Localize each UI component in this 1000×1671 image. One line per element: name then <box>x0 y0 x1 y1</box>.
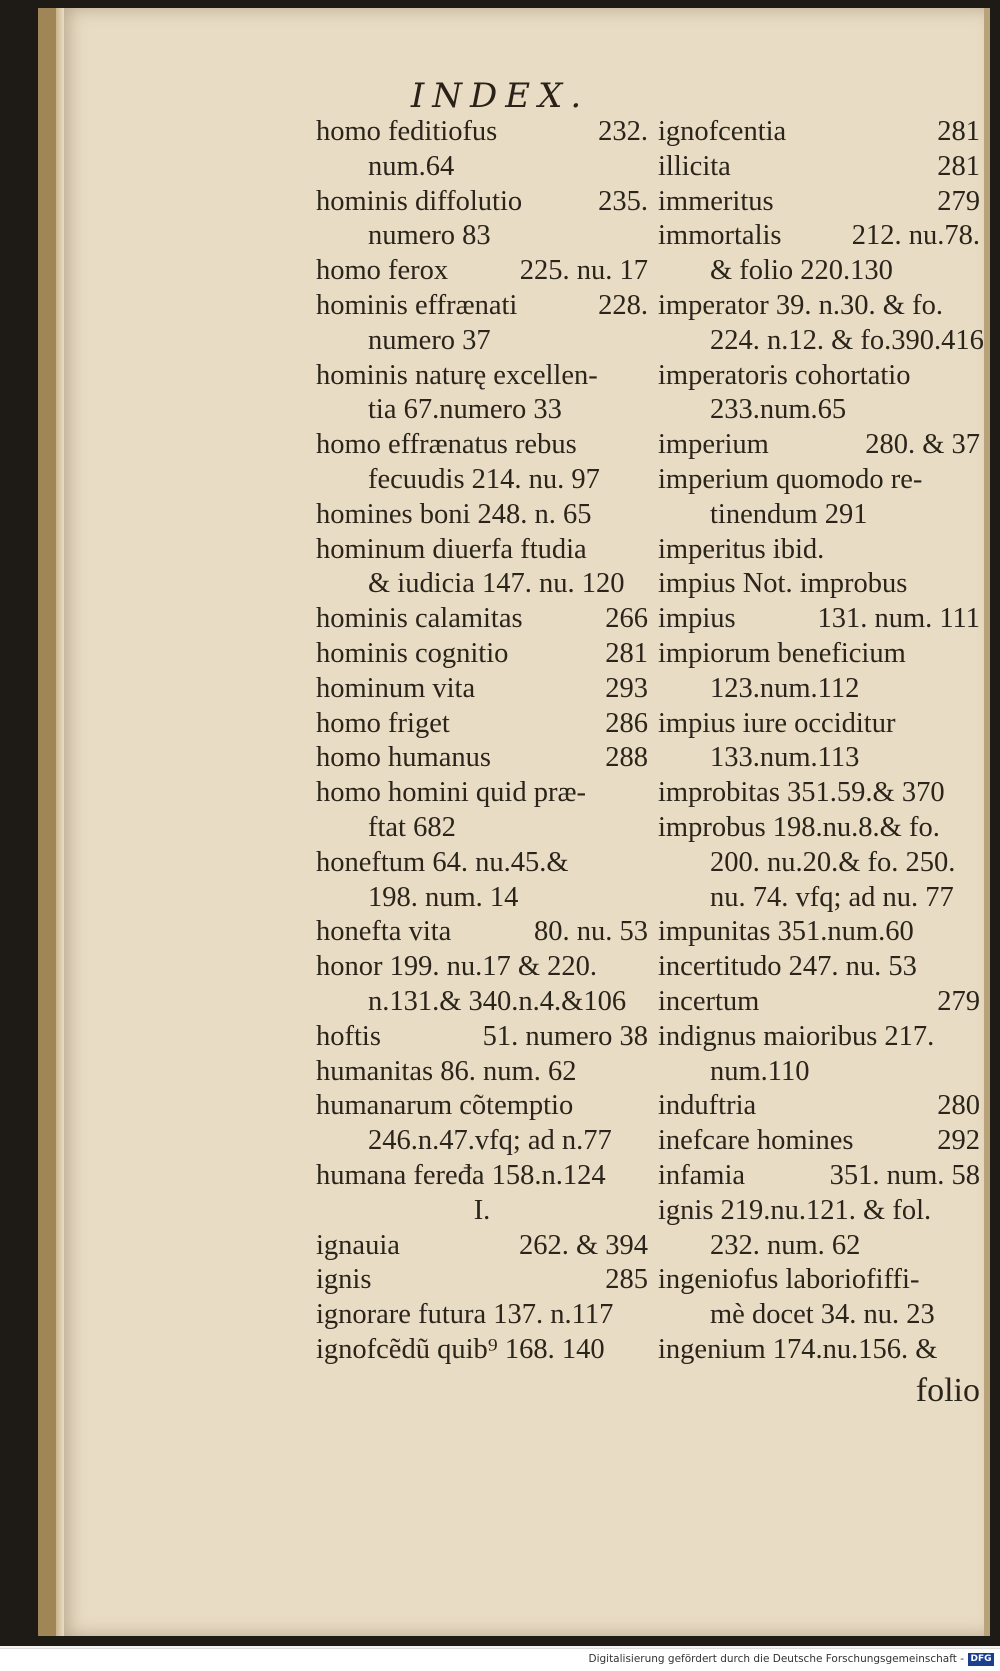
index-entry <box>658 1159 980 1194</box>
index-entry: 224. n.12. & fo.390.416 <box>710 324 984 356</box>
dfg-logo: DFG <box>968 1653 994 1666</box>
entry-term: induftria <box>658 1090 757 1122</box>
index-entry: tinendum 291 <box>710 498 868 530</box>
index-entry: improbitas 351.59.& 370 <box>658 777 945 809</box>
entry-term: immortalis <box>658 220 782 252</box>
index-entry <box>316 741 648 776</box>
index-entry: ignofcẽdũ quib⁹ 168. 140 <box>316 1333 605 1365</box>
index-entry: 123.num.112 <box>710 672 860 704</box>
index-entry: hominis naturę excellen- <box>316 359 598 391</box>
entry-reference: 212. nu.78. <box>851 220 980 252</box>
entry-term: homo ferox <box>316 255 449 287</box>
index-entry <box>658 1124 980 1159</box>
index-entry: 200. nu.20.& fo. 250. <box>710 846 956 878</box>
entry-reference: 228. <box>598 289 648 321</box>
index-column-right <box>658 115 984 1368</box>
running-head: INDEX. <box>410 76 590 116</box>
entry-reference: 225. nu. 17 <box>519 255 648 287</box>
index-entry: ignis 219.nu.121. & fol. <box>658 1194 932 1226</box>
entry-term: homo friget <box>316 707 450 739</box>
entry-reference: 288 <box>605 742 648 774</box>
index-entry: hominum diuerfa ftudia <box>316 533 587 565</box>
index-entry: impius Not. improbus <box>658 568 908 600</box>
index-entry: fecuudis 214. nu. 97 <box>368 463 600 495</box>
index-entry <box>316 1229 648 1264</box>
index-entry: incertitudo 247. nu. 53 <box>658 951 917 983</box>
entry-term: hominum vita <box>316 672 476 704</box>
entry-term: ignauia <box>316 1229 400 1261</box>
entry-term: hominis calamitas <box>316 603 523 635</box>
catchword-wrap <box>658 1368 980 1410</box>
index-entry: impius iure occiditur <box>658 707 896 739</box>
index-entry <box>658 185 980 220</box>
footer-credit: Digitalisierung gefördert durch die Deutsche Forschungsgemeinschaft - <box>588 1653 964 1665</box>
entry-term: immeritus <box>658 185 774 217</box>
index-entry <box>658 985 980 1020</box>
index-entry <box>316 707 648 742</box>
index-entry: humana feređa 158.n.124 <box>316 1159 606 1191</box>
index-entry: imperator 39. n.30. & fo. <box>658 289 943 321</box>
entry-term: ignis <box>316 1264 372 1296</box>
entry-reference: 281 <box>937 116 980 147</box>
index-entry: 198. num. 14 <box>368 881 519 913</box>
index-entry: 133.num.113 <box>710 742 860 774</box>
index-entry <box>658 428 980 463</box>
index-entry: honeftum 64. nu.45.& <box>316 846 569 878</box>
entry-reference: 286 <box>605 707 648 739</box>
index-entry: nu. 74. vfq; ad nu. 77 <box>710 881 954 913</box>
entry-reference: 232. <box>598 116 648 147</box>
index-entry: num.64 <box>368 150 455 182</box>
entry-reference: 280. & 37 <box>865 429 980 461</box>
footer-bar <box>0 1648 1000 1671</box>
index-entry <box>316 1263 648 1298</box>
catchword: folio <box>915 1372 980 1409</box>
entry-term: hominis cognitio <box>316 637 509 669</box>
index-entry: numero 37 <box>368 324 491 356</box>
index-entry: tia 67.numero 33 <box>368 394 562 426</box>
entry-reference: 281 <box>937 150 980 182</box>
index-entry: ftat 682 <box>368 811 456 843</box>
index-entry <box>658 219 980 254</box>
index-entry: ignorare futura 137. n.117 <box>316 1299 614 1331</box>
entry-term: illicita <box>658 150 731 182</box>
index-entry <box>316 915 648 950</box>
entry-reference: 266 <box>605 603 648 635</box>
entry-reference: 235. <box>598 185 648 217</box>
entry-term: hominis effrænati <box>316 289 518 321</box>
index-entry <box>316 1020 648 1055</box>
entry-term: hominis diffolutio <box>316 185 523 217</box>
entry-reference: 293 <box>605 672 648 704</box>
index-entry: impiorum beneficium <box>658 637 906 669</box>
entry-reference: 80. nu. 53 <box>534 916 648 948</box>
index-entry: I. <box>473 1194 491 1226</box>
index-entry: homines boni 248. n. 65 <box>316 498 592 530</box>
index-entry: 233.num.65 <box>710 394 847 426</box>
entry-term: infamia <box>658 1159 746 1191</box>
index-entry <box>316 289 648 324</box>
index-entry: impunitas 351.num.60 <box>658 916 914 948</box>
index-entry <box>316 115 648 150</box>
entry-term: inefcare homines <box>658 1125 854 1157</box>
entry-term: homo feditiofus <box>316 116 498 147</box>
entry-term: incertum <box>658 985 760 1017</box>
index-entry <box>658 602 980 637</box>
index-entry: ingenium 174.nu.156. & <box>658 1333 938 1365</box>
index-entry: improbus 198.nu.8.& fo. <box>658 811 940 843</box>
index-entry: num.110 <box>710 1055 810 1087</box>
index-entry <box>658 150 980 185</box>
entry-reference: 51. numero 38 <box>482 1020 648 1052</box>
page-gutter <box>56 8 64 1636</box>
index-entry: n.131.& 340.n.4.&106 <box>368 985 627 1017</box>
index-entry: & iudicia 147. nu. 120 <box>368 568 625 600</box>
entry-term: honefta vita <box>316 916 452 948</box>
entry-reference: 285 <box>605 1264 648 1296</box>
index-column-left <box>316 115 648 1368</box>
entry-term: hoftis <box>316 1020 381 1052</box>
index-entry: humanarum cõtemptio <box>316 1090 574 1122</box>
entry-term: homo humanus <box>316 742 491 774</box>
index-entry <box>316 672 648 707</box>
index-entry: imperitus ibid. <box>658 533 825 565</box>
index-entry: homo homini quid præ- <box>316 777 586 809</box>
index-entry: & folio 220.130 <box>710 255 893 287</box>
index-entry: homo effrænatus rebus <box>316 429 577 461</box>
entry-term: impius <box>658 603 736 635</box>
index-entry: 246.n.47.vfq; ad n.77 <box>368 1125 612 1157</box>
index-entry <box>316 254 648 289</box>
index-entry: indignus maioribus 217. <box>658 1020 935 1052</box>
entry-reference: 351. num. 58 <box>829 1159 980 1191</box>
index-entry: imperium quomodo re- <box>658 463 923 495</box>
index-entry <box>316 637 648 672</box>
index-entry: numero 83 <box>368 220 491 252</box>
index-entry: ingeniofus laboriofiffi- <box>658 1264 920 1296</box>
entry-reference: 292 <box>937 1125 980 1157</box>
entry-reference: 279 <box>937 985 980 1017</box>
index-entry <box>658 1089 980 1124</box>
index-entry <box>316 185 648 220</box>
index-entry: humanitas 86. num. 62 <box>316 1055 577 1087</box>
entry-reference: 281 <box>605 637 648 669</box>
index-entry: 232. num. 62 <box>710 1229 861 1261</box>
entry-term: imperium <box>658 429 769 461</box>
entry-reference: 131. num. 111 <box>817 603 980 635</box>
entry-reference: 279 <box>937 185 980 217</box>
index-entry <box>316 602 648 637</box>
entry-reference: 262. & 394 <box>518 1229 648 1261</box>
index-entry <box>658 115 980 150</box>
entry-reference: 280 <box>937 1090 980 1122</box>
index-entry: honor 199. nu.17 & 220. <box>316 951 598 983</box>
entry-term: ignofcentia <box>658 116 787 147</box>
index-entry: imperatoris cohortatio <box>658 359 911 391</box>
index-entry: mè docet 34. nu. 23 <box>710 1299 935 1331</box>
